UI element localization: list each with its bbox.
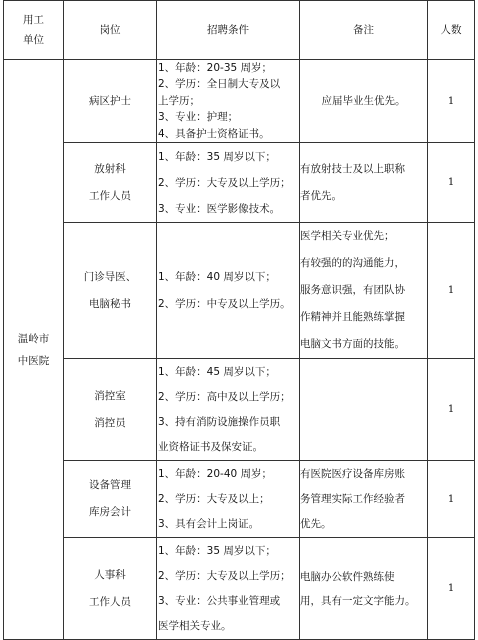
note-line: 者优先。 bbox=[300, 189, 342, 202]
requirement-line: 医学相关专业。 bbox=[158, 619, 232, 632]
table-row bbox=[4, 538, 475, 640]
count-cell: 1 bbox=[428, 60, 475, 143]
requirement-line: 1、年龄：45 周岁以下； bbox=[158, 365, 276, 378]
count-cell: 1 bbox=[428, 143, 475, 223]
requirements-cell bbox=[157, 538, 300, 640]
note-line: 有放射技士及以上职称 bbox=[300, 162, 405, 175]
position-cell bbox=[64, 359, 157, 461]
position-line: 设备管理 bbox=[89, 479, 131, 492]
requirement-line: 2、学历：大专及以上； bbox=[158, 492, 270, 505]
note-line: 优先。 bbox=[300, 517, 332, 530]
header-unit-line1: 用工 bbox=[23, 14, 44, 26]
requirement-line: 上学历； bbox=[158, 94, 200, 107]
recruitment-table bbox=[3, 0, 475, 640]
note-line: 有较强的的沟通能力， bbox=[300, 257, 405, 270]
position-cell bbox=[64, 538, 157, 640]
requirement-line: 2、学历：大专及以上学历； bbox=[158, 569, 291, 582]
requirement-line: 1、年龄：20-35 周岁； bbox=[158, 62, 273, 74]
position-line: 工作人员 bbox=[89, 595, 131, 608]
requirement-line: 2、学历：高中及以上学历； bbox=[158, 390, 291, 403]
requirement-line: 3、专业：医学影像技术。 bbox=[158, 202, 281, 215]
requirement-line: 业资格证书及保安证。 bbox=[158, 440, 263, 453]
header-notes: 备注 bbox=[300, 1, 428, 60]
note-line: 服务意识强，有团队协 bbox=[300, 284, 405, 297]
position-line: 工作人员 bbox=[89, 189, 131, 202]
position-line: 病区护士 bbox=[89, 94, 131, 107]
note-line: 应届毕业生优先。 bbox=[321, 94, 406, 107]
note-line: 作精神并且能熟练掌握 bbox=[300, 311, 405, 324]
table-row bbox=[4, 359, 475, 461]
note-line: 医学相关专业优先； bbox=[300, 230, 395, 243]
count-cell: 1 bbox=[428, 359, 475, 461]
table-row bbox=[4, 461, 475, 538]
requirement-line: 1、年龄：20-40 周岁； bbox=[158, 467, 273, 480]
requirement-line: 1、年龄：40 周岁以下； bbox=[158, 270, 276, 283]
requirement-line: 2、学历：中专及以上学历。 bbox=[158, 297, 291, 310]
requirement-line: 3、具有会计上岗证。 bbox=[158, 517, 260, 530]
position-cell bbox=[64, 143, 157, 223]
header-unit bbox=[4, 1, 64, 60]
position-line: 库房会计 bbox=[89, 506, 131, 519]
count-cell: 1 bbox=[428, 223, 475, 359]
requirement-line: 2、学历：大专及以上学历； bbox=[158, 176, 291, 189]
position-line: 人事科 bbox=[94, 568, 126, 581]
position-line: 消控员 bbox=[94, 416, 126, 429]
header-count: 人数 bbox=[428, 1, 475, 60]
requirement-line: 3、专业：护理； bbox=[158, 111, 239, 124]
notes-cell bbox=[300, 223, 428, 359]
position-line: 门诊导医、 bbox=[83, 270, 137, 283]
employer-unit-line2: 中医院 bbox=[17, 354, 50, 367]
employer-unit-cell bbox=[4, 60, 64, 640]
notes-cell bbox=[300, 143, 428, 223]
requirements-cell bbox=[157, 359, 300, 461]
table-row bbox=[4, 60, 475, 143]
header-requirements: 招聘条件 bbox=[157, 1, 300, 60]
requirement-line: 4、具备护士资格证书。 bbox=[158, 127, 270, 140]
position-cell bbox=[64, 223, 157, 359]
note-line: 电脑文书方面的技能。 bbox=[300, 338, 405, 351]
note-line: 用，具有一定文字能力。 bbox=[300, 594, 416, 607]
header-row bbox=[4, 1, 475, 60]
requirement-line: 1、年龄：35 周岁以下； bbox=[158, 544, 276, 557]
count-cell: 1 bbox=[428, 538, 475, 640]
table-row bbox=[4, 223, 475, 359]
position-line: 放射科 bbox=[94, 162, 126, 175]
header-unit-line2: 单位 bbox=[23, 34, 44, 46]
header-position: 岗位 bbox=[64, 1, 157, 60]
employer-unit-line1: 温岭市 bbox=[17, 332, 50, 345]
requirements-cell bbox=[157, 60, 300, 143]
notes-cell bbox=[300, 461, 428, 538]
count-cell: 1 bbox=[428, 461, 475, 538]
requirement-line: 3、专业：公共事业管理或 bbox=[158, 594, 281, 607]
requirement-line: 2、学历：全日制大专及以 bbox=[158, 78, 281, 91]
position-cell bbox=[64, 60, 157, 143]
requirements-cell bbox=[157, 143, 300, 223]
table-row bbox=[4, 143, 475, 223]
requirement-line: 1、年龄：35 周岁以下； bbox=[158, 150, 276, 163]
note-line: 务管理实际工作经验者 bbox=[300, 492, 405, 505]
position-line: 消控室 bbox=[94, 389, 126, 402]
notes-cell bbox=[300, 538, 428, 640]
position-cell bbox=[64, 461, 157, 538]
requirements-cell bbox=[157, 223, 300, 359]
note-line: 电脑办公软件熟练使 bbox=[300, 570, 395, 583]
requirement-line: 3、持有消防设施操作员职 bbox=[158, 415, 281, 428]
note-line: 有医院医疗设备库房账 bbox=[300, 467, 405, 480]
requirements-cell bbox=[157, 461, 300, 538]
notes-cell bbox=[300, 359, 428, 461]
notes-cell bbox=[300, 60, 428, 143]
position-line: 电脑秘书 bbox=[89, 297, 131, 310]
